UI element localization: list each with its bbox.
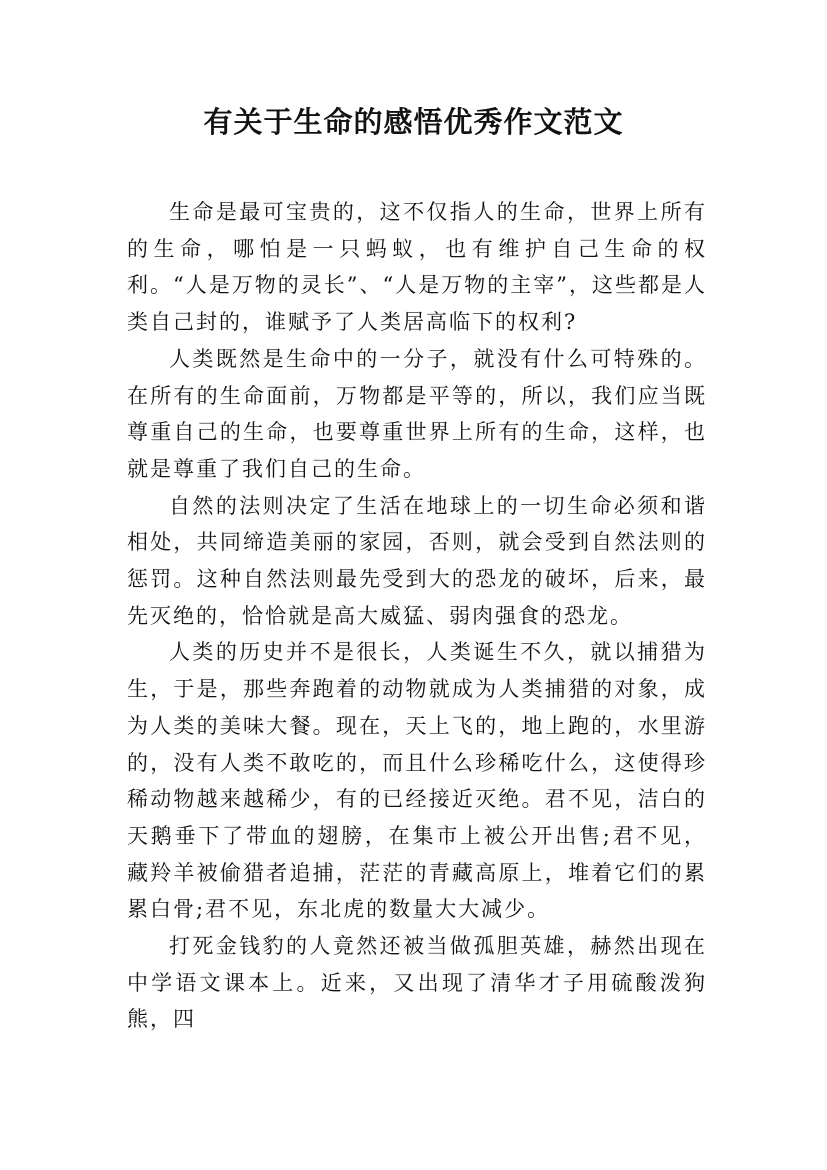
paragraph: 人类的历史并不是很长，人类诞生不久，就以捕猎为生，于是，那些奔跑着的动物就成为人类捕猎的对象，成为人类的美味大餐。现在，天上飞的，地上跑的，水里游的，没有人类不敢吃的，而且什么珍稀吃什么，这使得珍稀动物越来越稀少，有的已经接近灭绝。君不见，洁白的天鹅垂下了带血的翅膀，在集市上被公开出售;君不见，藏羚羊被偷猎者追捕，茫茫的青藏高原上，堆着它们的累累白骨;君不见，东北虎的数量大大减少。: [127, 640, 707, 922]
paragraph: 打死金钱豹的人竟然还被当做孤胆英雄，赫然出现在中学语文课本上。近来，又出现了清华才子用硫酸泼狗熊，四: [127, 934, 707, 1032]
document-body: [127, 194, 707, 1038]
paragraph: 自然的法则决定了生活在地球上的一切生命必须和谐相处，共同缔造美丽的家园，否则，就会受到自然法则的惩罚。这种自然法则最先受到大的恐龙的破坏，后来，最先灭绝的，恰恰就是高大威猛、弱肉强食的恐龙。: [127, 493, 707, 628]
paragraph: 人类既然是生命中的一分子，就没有什么可特殊的。在所有的生命面前，万物都是平等的，所以，我们应当既尊重自己的生命，也要尊重世界上所有的生命，这样，也就是尊重了我们自己的生命。: [127, 346, 707, 481]
document-title: 有关于生命的感悟优秀作文范文: [203, 105, 624, 139]
paragraph: 生命是最可宝贵的，这不仅指人的生命，世界上所有的生命，哪怕是一只蚂蚁，也有维护自己生命的权利。“人是万物的灵长”、“人是万物的主宰”，这些都是人类自己封的，谁赋予了人类居高临下的权利?: [127, 200, 707, 335]
